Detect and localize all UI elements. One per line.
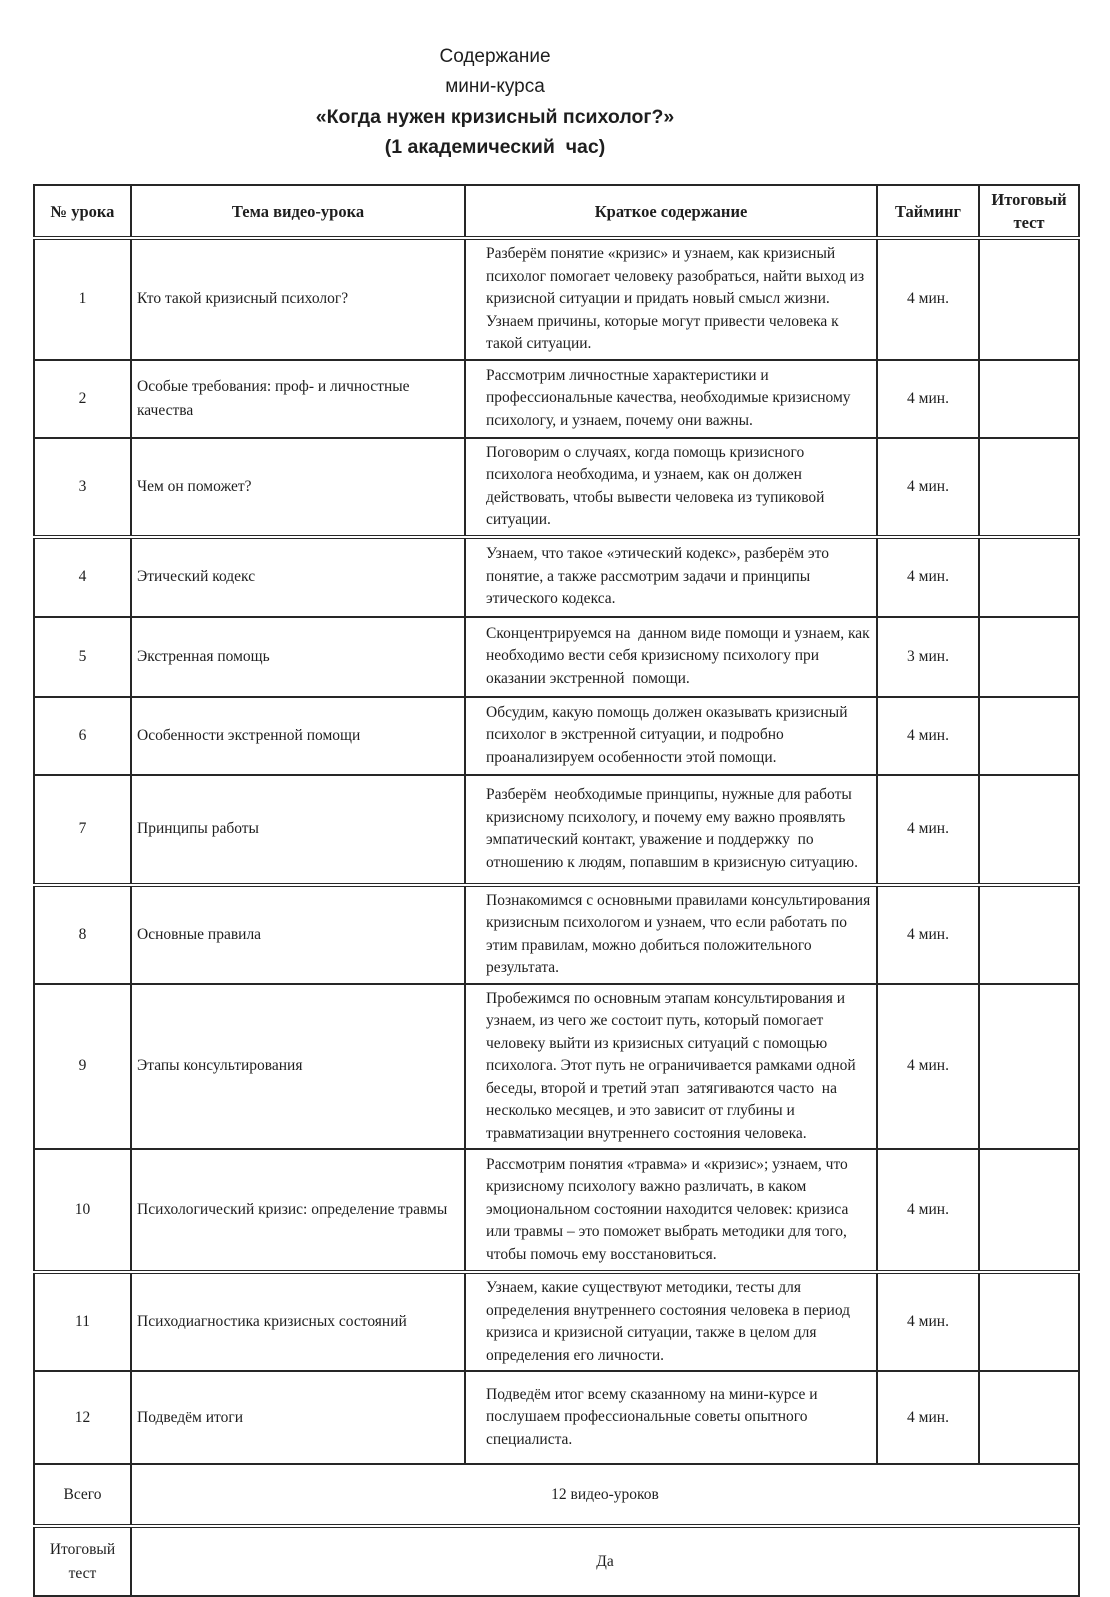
lesson-topic-cell: Экстренная помощь <box>131 617 465 697</box>
lesson-number-cell: 10 <box>34 1149 131 1272</box>
document-header <box>0 0 990 162</box>
lesson-summary-cell: Пробежимся по основным этапам консультирования и узнаем, из чего же состоит путь, который помогает человеку выйти из кризисных ситуаций с помощью психолога. Этот путь не ограничивается рамками одной беседы, второй и третий этап затягиваются часто на несколько месяцев, и это зависит от глубины и травматизации внутреннего состояния человека. <box>465 984 877 1150</box>
final-test-cell <box>979 1272 1079 1371</box>
lesson-summary-cell: Познакомимся с основными правилами консультирования кризисным психологом и узнаем, что если работать по этим правилам, можно добиться положительного результата. <box>465 885 877 984</box>
lesson-number-cell: 4 <box>34 537 131 617</box>
table-row <box>34 537 1079 617</box>
total-row <box>34 1464 1079 1526</box>
lesson-timing-cell: 4 мин. <box>877 1272 979 1371</box>
table-row <box>34 775 1079 885</box>
doc-title-line-1: Содержание <box>439 46 551 67</box>
lesson-summary-cell: Узнаем, что такое «этический кодекс», разберём это понятие, а также рассмотрим задачи и принципы этического кодекса. <box>465 537 877 617</box>
lesson-timing-cell: 4 мин. <box>877 238 979 360</box>
lesson-number-cell: 2 <box>34 360 131 438</box>
final-test-cell <box>979 1371 1079 1464</box>
table-row <box>34 617 1079 697</box>
doc-title-line-2: мини-курса <box>445 76 545 97</box>
lesson-summary-cell: Рассмотрим понятия «травма» и «кризис»; узнаем, что кризисному психологу важно различать, в каком эмоциональном состоянии находится человек: кризиса или травмы – это поможет выбрать методики для того, чтобы помочь ему восстановиться. <box>465 1149 877 1272</box>
final-test-cell <box>979 984 1079 1150</box>
lesson-summary-cell: Разберём необходимые принципы, нужные для работы кризисному психологу, и почему ему важно проявлять эмпатический контакт, уважение и поддержку по отношению к людям, попавшим в кризисную ситуацию. <box>465 775 877 885</box>
lesson-number-cell: 6 <box>34 697 131 775</box>
final-test-cell <box>979 697 1079 775</box>
table-row <box>34 885 1079 984</box>
lesson-number-cell: 11 <box>34 1272 131 1371</box>
lesson-topic-cell: Особые требования: проф- и личностные качества <box>131 360 465 438</box>
course-contents-table <box>33 184 1080 1597</box>
lesson-topic-cell: Подведём итоги <box>131 1371 465 1464</box>
final-test-label: Итоговый тест <box>34 1526 131 1596</box>
col-header-lesson-number: № урока <box>34 185 131 238</box>
table-row <box>34 1149 1079 1272</box>
col-header-final-test: Итоговый тест <box>979 185 1079 238</box>
col-header-timing: Тайминг <box>877 185 979 238</box>
lesson-timing-cell: 4 мин. <box>877 984 979 1150</box>
lesson-topic-cell: Этический кодекс <box>131 537 465 617</box>
final-test-cell <box>979 775 1079 885</box>
lesson-timing-cell: 4 мин. <box>877 885 979 984</box>
table-header-row <box>34 185 1079 238</box>
final-test-cell <box>979 360 1079 438</box>
table-row <box>34 1371 1079 1464</box>
lesson-summary-cell: Рассмотрим личностные характеристики и профессиональные качества, необходимые кризисному психологу, и узнаем, почему они важны. <box>465 360 877 438</box>
course-duration: (1 академический час) <box>384 136 606 158</box>
lesson-number-cell: 12 <box>34 1371 131 1464</box>
final-test-cell <box>979 438 1079 537</box>
lesson-timing-cell: 4 мин. <box>877 1149 979 1272</box>
lesson-timing-cell: 4 мин. <box>877 697 979 775</box>
lesson-topic-cell: Этапы консультирования <box>131 984 465 1150</box>
col-header-summary: Краткое содержание <box>465 185 877 238</box>
lesson-topic-cell: Психодиагностика кризисных состояний <box>131 1272 465 1371</box>
final-test-cell <box>979 1149 1079 1272</box>
table-row <box>34 1272 1079 1371</box>
table-row <box>34 697 1079 775</box>
final-test-value: Да <box>131 1526 1079 1596</box>
lesson-summary-cell: Поговорим о случаях, когда помощь кризисного психолога необходима, и узнаем, как он должен действовать, чтобы вывести человека из тупиковой ситуации. <box>465 438 877 537</box>
total-label: Всего <box>34 1464 131 1526</box>
table-row <box>34 984 1079 1150</box>
lesson-summary-cell: Обсудим, какую помощь должен оказывать кризисный психолог в экстренной ситуации, и подробно проанализируем особенности этой помощи. <box>465 697 877 775</box>
lesson-timing-cell: 4 мин. <box>877 1371 979 1464</box>
lesson-number-cell: 7 <box>34 775 131 885</box>
lesson-timing-cell: 4 мин. <box>877 438 979 537</box>
lesson-timing-cell: 4 мин. <box>877 360 979 438</box>
table-row <box>34 360 1079 438</box>
table-row <box>34 438 1079 537</box>
lesson-summary-cell: Разберём понятие «кризис» и узнаем, как кризисный психолог помогает человеку разобраться, найти выход из кризисной ситуации и придать новый смысл жизни. Узнаем причины, которые могут привести человека к такой ситуации. <box>465 238 877 360</box>
lesson-timing-cell: 4 мин. <box>877 775 979 885</box>
lesson-timing-cell: 4 мин. <box>877 537 979 617</box>
lesson-number-cell: 9 <box>34 984 131 1150</box>
table-row <box>34 238 1079 360</box>
lesson-topic-cell: Основные правила <box>131 885 465 984</box>
lesson-timing-cell: 3 мин. <box>877 617 979 697</box>
lesson-topic-cell: Особенности экстренной помощи <box>131 697 465 775</box>
lesson-summary-cell: Сконцентрируемся на данном виде помощи и узнаем, как необходимо вести себя кризисному психологу при оказании экстренной помощи. <box>465 617 877 697</box>
lesson-topic-cell: Кто такой кризисный психолог? <box>131 238 465 360</box>
lesson-summary-cell: Узнаем, какие существуют методики, тесты для определения внутреннего состояния человека в период кризиса и кризисной ситуации, также в целом для определения его личности. <box>465 1272 877 1371</box>
lesson-topic-cell: Психологический кризис: определение травмы <box>131 1149 465 1272</box>
final-test-cell <box>979 617 1079 697</box>
final-test-cell <box>979 238 1079 360</box>
lesson-topic-cell: Принципы работы <box>131 775 465 885</box>
final-test-row <box>34 1526 1079 1596</box>
lesson-number-cell: 3 <box>34 438 131 537</box>
lesson-number-cell: 1 <box>34 238 131 360</box>
final-test-cell <box>979 885 1079 984</box>
lesson-number-cell: 5 <box>34 617 131 697</box>
lesson-topic-cell: Чем он поможет? <box>131 438 465 537</box>
lesson-number-cell: 8 <box>34 885 131 984</box>
col-header-topic: Тема видео-урока <box>131 185 465 238</box>
lesson-summary-cell: Подведём итог всему сказанному на мини-курсе и послушаем профессиональные советы опытного специалиста. <box>465 1371 877 1464</box>
total-value: 12 видео-уроков <box>131 1464 1079 1526</box>
course-title: «Когда нужен кризисный психолог?» <box>315 106 675 128</box>
final-test-cell <box>979 537 1079 617</box>
